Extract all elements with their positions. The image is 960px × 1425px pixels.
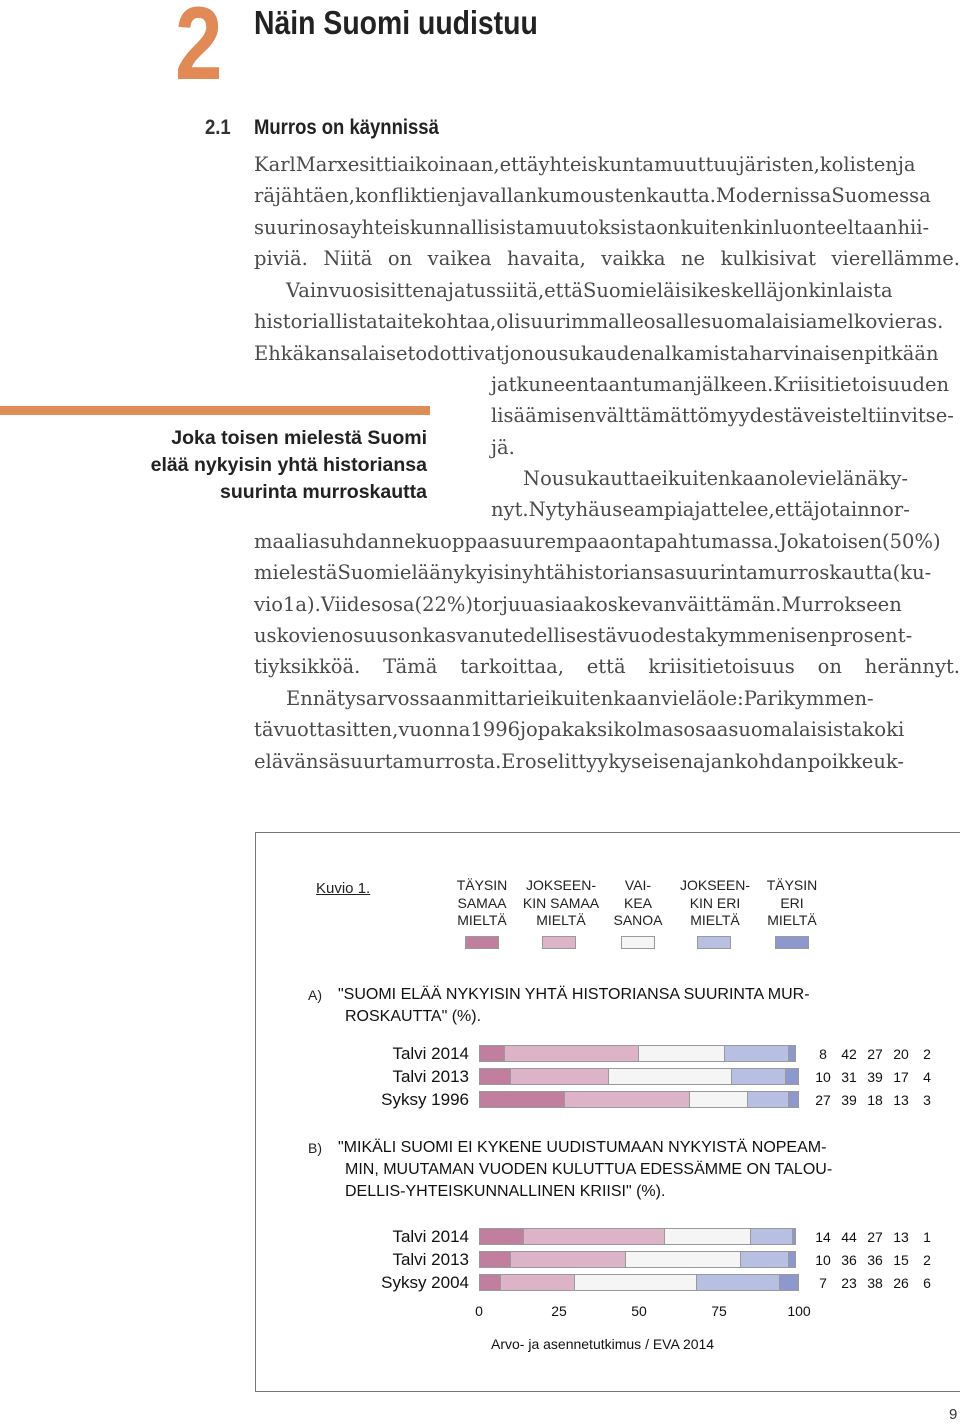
value-label: 20 [893, 1046, 909, 1062]
legend-swatch [542, 936, 576, 949]
value-label: 31 [841, 1069, 857, 1085]
text-line: suurinosayhteiskunnallisistamuutoksistaonkuitenkinluonteeltaanhii- [254, 215, 930, 239]
row-label: Talvi 2013 [392, 1250, 469, 1269]
legend-text: KIN ERI [689, 894, 741, 911]
bar-segment [690, 1091, 748, 1108]
question-letter: B) [308, 1140, 322, 1156]
bar-segment [479, 1251, 511, 1268]
legend-swatch [697, 936, 731, 949]
value-label: 1 [923, 1229, 931, 1245]
bar-segment [626, 1251, 741, 1268]
bar-segment [479, 1274, 501, 1291]
stacked-bar [479, 1228, 799, 1245]
legend-swatch [621, 936, 655, 949]
legend-item [442, 877, 522, 930]
bar-segment [741, 1251, 789, 1268]
bar-segment [565, 1091, 690, 1108]
bar-segment [793, 1228, 796, 1245]
question-line: "MIKÄLI SUOMI EI KYKENE UUDISTUMAAN NYKYISTÄ NOPEAM- [338, 1139, 827, 1156]
legend-swatch [775, 936, 809, 949]
text-line: vio1a).Viidesosa(22%)torjuuasiaakoskevanväittämän.Murrokseen [254, 592, 902, 616]
value-label: 2 [923, 1046, 931, 1062]
value-label: 18 [867, 1092, 883, 1108]
legend-item [752, 877, 832, 930]
paragraph-1 [254, 149, 960, 274]
bar-segment [479, 1091, 565, 1108]
value-label: 6 [923, 1275, 931, 1291]
value-label: 27 [815, 1092, 831, 1108]
bar-segment [524, 1228, 665, 1245]
legend-text: MIELTÄ [536, 912, 586, 928]
text-line: jatkuneentaantumanjälkeen.Kriisitietoisuuden [491, 373, 950, 396]
value-label: 13 [893, 1092, 909, 1108]
legend-text: SANOA [613, 912, 663, 928]
chapter-title: Näin Suomi uudistuu [254, 4, 538, 41]
bar-segment [789, 1251, 795, 1268]
stacked-bar [479, 1091, 799, 1108]
value-label: 10 [815, 1252, 831, 1268]
bar-segment [789, 1045, 795, 1062]
value-label: 13 [893, 1229, 909, 1245]
value-label: 15 [893, 1252, 909, 1268]
bar-segment [511, 1251, 626, 1268]
bar-segment [505, 1045, 639, 1062]
question-text [338, 1137, 832, 1203]
legend-text: KEA [623, 894, 652, 911]
value-label: 8 [819, 1046, 827, 1062]
value-label: 2 [923, 1252, 931, 1268]
paragraph-2-continued [254, 526, 960, 682]
question-line: DELLIS-YHTEISKUNNALLINEN KRIISI" (%). [345, 1183, 666, 1200]
figure-source: Arvo- ja asennetutkimus / EVA 2014 [491, 1336, 715, 1352]
axis-tick-label: 100 [787, 1303, 811, 1319]
legend-text: TÄYSIN [456, 877, 508, 893]
row-values [810, 1275, 940, 1291]
legend-text: VAI- [624, 877, 652, 893]
value-label: 7 [819, 1275, 827, 1291]
row-values [810, 1229, 940, 1245]
legend-text: ERI [780, 894, 804, 911]
pullquote-bar [0, 406, 430, 415]
section-number: 2.1 [205, 116, 231, 139]
bar-segment [575, 1274, 697, 1291]
text-line: tiyksikköä. Tämä tarkoittaa, että kriisitietoisuus on herännyt. [254, 655, 960, 679]
value-label: 23 [841, 1275, 857, 1291]
bar-segment [665, 1228, 751, 1245]
row-label: Talvi 2014 [392, 1044, 469, 1063]
paragraph-2-narrow [491, 369, 960, 525]
legend-text: SAMAA [457, 894, 507, 911]
bar-segment [786, 1068, 799, 1085]
row-values [810, 1252, 940, 1268]
stacked-bar [479, 1274, 799, 1291]
text-line: elävänsäsuurtamurrosta.Eroselittyykyseisenajankohdanpoikkeuk- [254, 749, 904, 773]
legend-text: JOKSEEN- [679, 877, 750, 893]
value-label: 38 [867, 1275, 883, 1291]
value-label: 17 [893, 1069, 909, 1085]
paragraph-2 [254, 275, 960, 369]
text-line: Ennätysarvossaanmittarieikuitenkaanvieläole:Parikymmen- [286, 687, 874, 710]
row-label: Syksy 1996 [381, 1090, 469, 1109]
text-line: mielestäSuomieläänykyisinyhtähistoriansasuurintamurroskautta(ku- [254, 561, 932, 585]
value-label: 42 [841, 1046, 857, 1062]
pullquote-line: Joka toisen mielestä Suomi [171, 427, 427, 449]
bar-segment [780, 1274, 799, 1291]
bar-segment [789, 1091, 799, 1108]
value-label: 26 [893, 1275, 909, 1291]
value-label: 14 [815, 1229, 831, 1245]
value-label: 27 [867, 1229, 883, 1245]
legend-text: TÄYSIN [766, 877, 818, 893]
question-line: ROSKAUTTA" (%). [345, 1008, 482, 1025]
bar-segment [479, 1045, 505, 1062]
text-line: Vainvuosisittenajatussiitä,ettäSuomieläisikeskelläjonkinlaista [286, 279, 893, 302]
legend-item [598, 877, 678, 930]
text-line: Nousukauttaeikuitenkaanolevielänäky- [523, 466, 908, 490]
bar-segment [751, 1228, 793, 1245]
row-values [810, 1069, 940, 1085]
value-label: 39 [841, 1092, 857, 1108]
page-number: 9 [949, 1406, 958, 1423]
stacked-bar [479, 1251, 799, 1268]
text-line: jä. [491, 435, 515, 459]
legend-text: MIELTÄ [457, 912, 507, 928]
stacked-bar [479, 1068, 799, 1085]
text-line: uskovienosuusonkasvanutedellisestävuodestakymmenisenprosent- [254, 623, 913, 647]
value-label: 36 [867, 1252, 883, 1268]
axis-tick-label: 25 [551, 1303, 567, 1319]
question-line: "SUOMI ELÄÄ NYKYISIN YHTÄ HISTORIANSA SUURINTA MUR- [338, 986, 810, 1003]
row-label: Syksy 2004 [381, 1273, 469, 1292]
paragraph-3 [254, 683, 960, 777]
legend-text: MIELTÄ [767, 912, 817, 928]
question-letter: A) [308, 987, 322, 1003]
text-line: Ehkäkansalaisetodottivatjonousukaudenalkamistaharvinaisenpitkään [254, 341, 939, 365]
axis-tick-label: 75 [711, 1303, 727, 1319]
bar-segment [725, 1045, 789, 1062]
bar-segment [748, 1091, 790, 1108]
legend-text: MIELTÄ [690, 912, 740, 928]
bar-segment [697, 1274, 780, 1291]
bar-segment [609, 1068, 733, 1085]
row-label: Talvi 2013 [392, 1067, 469, 1086]
stacked-bar [479, 1045, 799, 1062]
value-label: 36 [841, 1252, 857, 1268]
bar-segment [479, 1068, 511, 1085]
chapter-number: 2 [175, 0, 221, 102]
row-values [810, 1046, 940, 1062]
text-line: nyt.Nytyhäuseampiajattelee,ettäjotainnor- [491, 498, 910, 522]
bar-segment [732, 1068, 786, 1085]
row-values [810, 1092, 940, 1108]
axis-tick-label: 0 [475, 1303, 483, 1319]
axis-tick-label: 50 [631, 1303, 647, 1319]
pullquote-line: suurinta murroskautta [220, 481, 427, 503]
question-text [338, 984, 810, 1028]
text-line: tävuottasitten,vuonna1996jopakaksikolmasosaasuomalaisistakoki [254, 718, 905, 742]
bar-segment [511, 1068, 609, 1085]
value-label: 39 [867, 1069, 883, 1085]
pullquote-line: elää nykyisin yhtä historiansa [150, 454, 427, 476]
bar-segment [501, 1274, 575, 1291]
value-label: 44 [841, 1229, 857, 1245]
legend-item [521, 877, 601, 930]
value-label: 27 [867, 1046, 883, 1062]
figure-label: Kuvio 1. [316, 880, 371, 897]
value-label: 3 [923, 1092, 931, 1108]
text-line: piviä. Niitä on vaikea havaita, vaikka ne kulkisivat vierellämme. [254, 246, 960, 270]
text-line: KarlMarxesittiaikoinaan,ettäyhteiskuntamuuttuujäristen,kolistenja [254, 153, 916, 176]
pullquote [140, 425, 427, 506]
question-line: MIN, MUUTAMAN VUODEN KULUTTUA EDESSÄMME ON TALOU- [345, 1161, 833, 1178]
row-label: Talvi 2014 [392, 1227, 469, 1246]
text-line: historiallistataitekohtaa,olisuurimmalleosallesuomalaisiamelkovieras. [254, 310, 944, 334]
bar-segment [479, 1228, 524, 1245]
legend-swatch [465, 936, 499, 949]
value-label: 10 [815, 1069, 831, 1085]
section-title: Murros on käynnissä [254, 116, 439, 139]
text-line: räjähtäen,konfliktienjavallankumoustenkautta.ModernissaSuomessa [254, 184, 931, 208]
value-label: 4 [923, 1069, 931, 1085]
legend-text: JOKSEEN- [525, 877, 596, 893]
text-line: maaliasuhdannekuoppaasuurempaaontapahtumassa.Jokatoisen(50%) [254, 530, 941, 553]
bar-segment [639, 1045, 725, 1062]
text-line: lisäämisenvälttämättömyydestäveisteltiinvitse- [491, 404, 954, 428]
legend-text: KIN SAMAA [522, 894, 600, 911]
legend-item [675, 877, 755, 930]
